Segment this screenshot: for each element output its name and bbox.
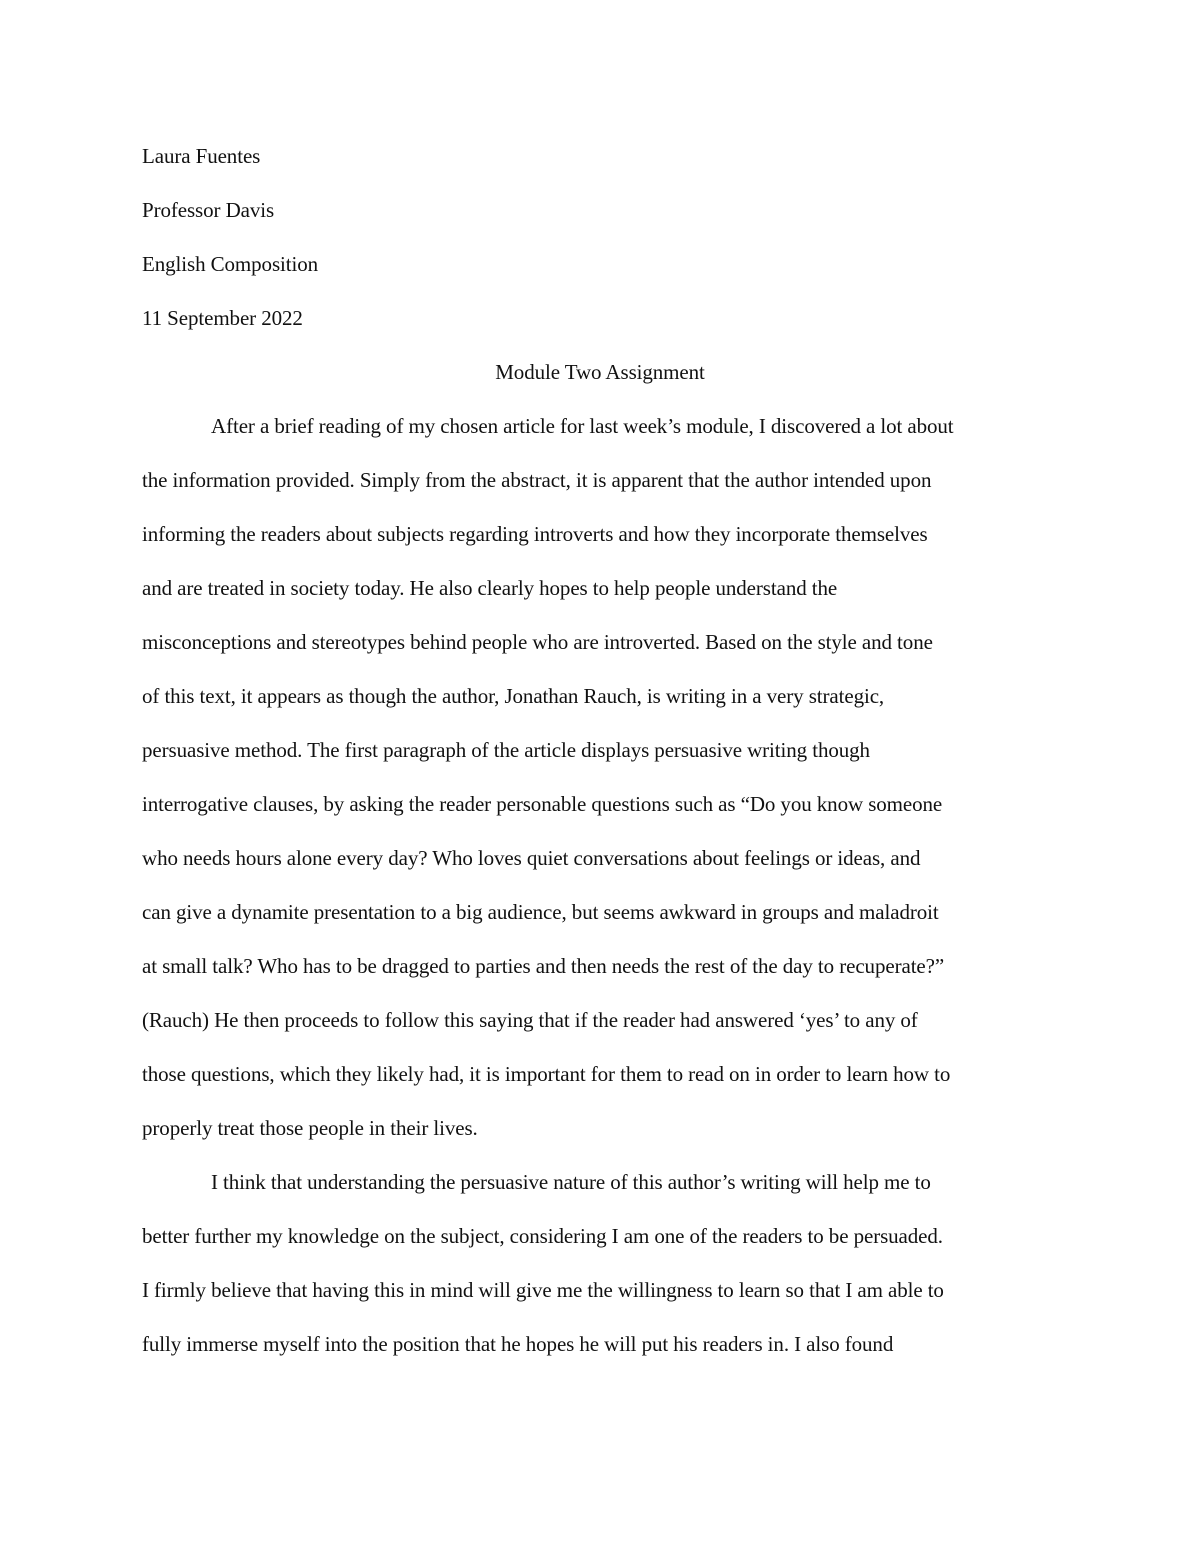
body-line: I firmly believe that having this in mind will give me the willingness to learn so that I am able to — [142, 1278, 944, 1302]
body-line: can give a dynamite presentation to a big audience, but seems awkward in groups and maladroit — [142, 900, 939, 924]
body-line: informing the readers about subjects regarding introverts and how they incorporate themselves — [142, 522, 928, 546]
document-title: Module Two Assignment — [495, 360, 705, 384]
body-line: better further my knowledge on the subject, considering I am one of the readers to be persuaded. — [142, 1224, 943, 1248]
course-name: English Composition — [142, 252, 319, 276]
student-name: Laura Fuentes — [142, 144, 261, 168]
body-line: interrogative clauses, by asking the reader personable questions such as “Do you know someone — [142, 792, 943, 816]
body-line: persuasive method. The first paragraph of the article displays persuasive writing though — [142, 738, 870, 762]
body-line: I think that understanding the persuasive nature of this author’s writing will help me to — [211, 1170, 931, 1194]
body-line: of this text, it appears as though the author, Jonathan Rauch, is writing in a very strategic, — [142, 684, 885, 708]
body-line: After a brief reading of my chosen article for last week’s module, I discovered a lot about — [211, 414, 954, 438]
body-line: the information provided. Simply from the abstract, it is apparent that the author intended upon — [142, 468, 932, 492]
body-line: (Rauch) He then proceeds to follow this saying that if the reader had answered ‘yes’ to any of — [142, 1008, 918, 1032]
assignment-date: 11 September 2022 — [142, 306, 303, 330]
body-line: fully immerse myself into the position that he hopes he will put his readers in. I also found — [142, 1332, 894, 1356]
body-line: and are treated in society today. He also clearly hopes to help people understand the — [142, 576, 838, 600]
professor-name: Professor Davis — [142, 198, 275, 222]
body-line: those questions, which they likely had, it is important for them to read on in order to learn how to — [142, 1062, 951, 1086]
body-line: at small talk? Who has to be dragged to parties and then needs the rest of the day to recuperate?” — [142, 954, 945, 978]
body-line: misconceptions and stereotypes behind people who are introverted. Based on the style and tone — [142, 630, 933, 654]
body-line: who needs hours alone every day? Who loves quiet conversations about feelings or ideas, and — [142, 846, 921, 870]
body-line: properly treat those people in their lives. — [142, 1116, 478, 1140]
